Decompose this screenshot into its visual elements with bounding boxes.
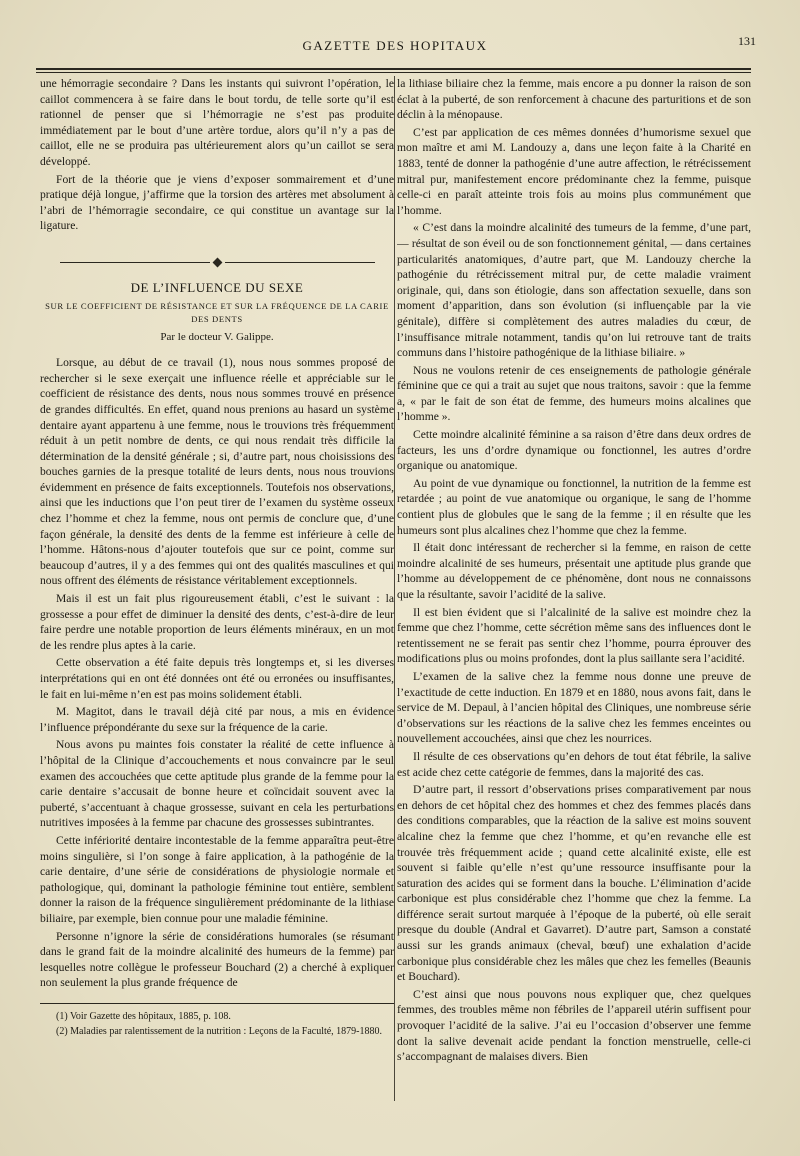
article-paragraph: Il résulte de ces observations qu’en dehors de tout état fébrile, la salive est acide chez cette catégorie de femmes, dans la majorité des cas.: [397, 749, 751, 779]
article-paragraph: la lithiase biliaire chez la femme, mais encore a pu donner la raison de son éclat à la puberté, de son renforcement à chacune des parturitions et de son déclin à la ménopause.: [397, 77, 751, 122]
section-ornament: [40, 254, 394, 264]
article-paragraph: Cette infériorité dentaire incontestable de la femme apparaîtra peut-être moins singulière, si l’on songe à faire application, à la pathogénie de la carie dentaire, d’une série de considérations de physiologie normale et pathologique, qui, dominant la pathologie féminine tout entière, semblent donner la raison de la fréquence singulièrement prédominante de la lithiase biliaire, par exemple, bien connue pour une maladie féminine.: [40, 833, 394, 925]
article-paragraph: Au point de vue dynamique ou fonctionnel, la nutrition de la femme est retardée ; au point de vue anatomique ou organique, le sang de l’homme contient plus de globules que le sang de la femme ; il en résulte que les humeurs sont plus alcalines chez l’homme que chez la femme.: [397, 476, 751, 537]
article-paragraph: Nous ne voulons retenir de ces enseignements de pathologie générale féminine que ce qui a trait au sujet que nous traitons, savoir : que la femme a, « par le fait de son état de femme, des humeurs moins alcalines que l’homme ».: [397, 363, 751, 424]
article-paragraph: « C’est dans la moindre alcalinité des tumeurs de la femme, d’une part, — résultat de son éveil ou de son fonctionnement génital, — dans certaines particularités anatomiques, d’autre part, que M. Landouzy cherche la pathogénie du rétrécissement mitral pur, de cette maladie vraiment originale, qui, dans son étiologie, dans son affectation sexuelle, dans son moment d’apparition, dans son évolution (si influençable par la vie génitale), diffère si complètement des autres maladies du cœur, de l’insuffisance mitrale notamment, tandis qu’on lui retrouve tant de traits communs dans l’histoire pathogénique de la lithiase biliaire. »: [397, 221, 751, 360]
article-paragraph: Il est bien évident que si l’alcalinité de la salive est moindre chez la femme que chez l’homme, cette sécrétion même sans des influences dont le retentissement ne se ferait pas sentir chez l’homme, pourra éprouver des modifications plus ou moins profondes, dont la plus saillante sera l’acidité.: [397, 605, 751, 666]
article-paragraph: Cette moindre alcalinité féminine a sa raison d’être dans deux ordres de facteurs, les uns d’ordre dynamique ou fonctionnel, les autres d’ordre organique ou anatomique.: [397, 428, 751, 473]
continuation-paragraph: Fort de la théorie que je viens d’exposer sommairement et d’une pratique déjà longue, j’affirme que la torsion des artères met absolument à l’abri de l’hémorragie secondaire, ce qui constitue un avantage sur la ligature.: [40, 172, 394, 233]
article-author: Par le docteur V. Galippe.: [160, 330, 274, 343]
article-paragraph: D’autre part, il ressort d’observations prises comparativement par nous en dehors de cet hôpital chez des hommes et chez des femmes placés dans des conditions comparables, que la réaction de la salive est moins souvent alcaline chez la femme que chez l’homme, et qu’en revanche elle est trouvée très fréquemment acide ; quand cette alcalinité existe, elle est souvent si faible qu’elle n’est qu’une ressource insuffisante pour la saturation des acides qui se forment dans la bouche. L’élimination d’acide carbonique est plus considérable chez l’homme que chez la femme. La différence serait surtout marquée à l’époque de la puberté, où elle serait presque du double (Andral et Gavarret). D’autre part, Samson a constaté aussi sur les grands animaux (cheval, bœuf) une exhalation d’acide carbonique plus considérable chez les mâles que chez les femelles (Beaunis et Bouchard).: [397, 783, 751, 984]
article-paragraph: Cette observation a été faite depuis très longtemps et, si les diverses interprétations qui en ont été données ont été ou erronées ou insuffisantes, le fait en lui-même n’en est pas moins solidement établi.: [40, 656, 394, 701]
right-column: [397, 76, 751, 1116]
left-column: [40, 76, 394, 1116]
page-number: 131: [738, 34, 756, 48]
article-paragraph: M. Magitot, dans le travail déjà cité par nous, a mis en évidence l’influence prépondérante du sexe sur la fréquence de la carie.: [40, 705, 394, 734]
article-paragraph: C’est par application de ces mêmes données d’humorisme sexuel que mon maître et ami M. Landouzy a, dans une leçon faite à la Charité en 1883, tenté de donner la pathogénie d’une autre affection, le rétrécissement mitral pur, manifestement encore prédominante chez la femme, puisque celle-ci en paraît atteinte trois fois au moins plus communément que l’homme.: [397, 125, 751, 217]
continuation-paragraph: une hémorragie secondaire ? Dans les instants qui suivront l’opération, le caillot commencera à se faire dans le bout tordu, de telle sorte qu’il est rationnel de penser que si l’hémorragie ne s’est pas produite immédiatement par le bout d’une artère tordue, alors qu’il n’y a pas de caillot, elle ne se produira pas ultérieurement alors qu’un caillot se sera développé.: [40, 77, 394, 168]
article-paragraph: L’examen de la salive chez la femme nous donne une preuve de l’exactitude de cette induction. En 1879 et en 1880, nous avons fait, dans le service de M. Depaul, à l’ancien hôpital des Cliniques, une nombreuse série d’observations sur les réactions de la salive chez les femmes enceintes ou nouvellement accouchées, ainsi que chez les nourrices.: [397, 669, 751, 746]
page-header: [30, 34, 760, 62]
article-title: DE L’INFLUENCE DU SEXE: [130, 279, 304, 295]
footnote-rule: [40, 1003, 394, 1004]
article-paragraph: Il était donc intéressant de rechercher si la femme, en raison de cette moindre alcalinité de ses humeurs, présentait une aptitude plus grande que l’homme au développement de ce phénomène, dont nous ne connaissons que la résultante, savoir l’acidité de la salive.: [397, 541, 751, 601]
header-rule: [36, 68, 751, 73]
article-paragraph: C’est ainsi que nous pouvons nous expliquer que, chez quelques femmes, des troubles même non fébriles de l’appareil utérin suffisent pour provoquer l’acidité de la salive. J’ai eu l’occasion d’observer une femme dont la salive devenait acide pendant la fonction menstruelle, celle-ci s’accompagnant de malaises divers. Bien: [397, 987, 751, 1064]
column-divider: [394, 76, 395, 1101]
article-subtitle: SUR LE COEFFICIENT DE RÉSISTANCE ET SUR LA FRÉQUENCE DE LA CARIE DES DENTS: [45, 300, 389, 324]
footnote: (1) Voir Gazette des hôpitaux, 1885, p. 108.: [56, 1010, 231, 1022]
article-paragraph: Personne n’ignore la série de considérations humorales (se résumant dans le grand fait de la moindre alcalinité des humeurs de la femme) par lesquelles notre collègue le professeur Bouchard (2) a cherché à expliquer non seulement la plus grande fréquence de: [40, 929, 394, 990]
footnote: (2) Maladies par ralentissement de la nutrition : Leçons de la Faculté, 1879-1880.: [56, 1025, 383, 1037]
article-paragraph: Lorsque, au début de ce travail (1), nous nous sommes proposé de rechercher si le sexe exerçait une influence réelle et appréciable sur le coefficient de résistance des dents, nous nous sommes trouvé en présence de grandes difficultés. En effet, quand nous prenions au hasard un système dentaire ayant appartenu à une femme, nous le trouvions très fréquemment réduit à un petit nombre de dents, ce qui nous rendait très difficile la détermination de la densité générale ; si, d’autre part, nous choisissions des bouches garnies de la presque totalité de leurs dents, nous nous trouvions évidemment en présence de faits exceptionnels. Toutefois nos observations, ainsi que les inductions que l’on peut tirer de l’examen du système osseux chez l’homme et chez la femme, nous ont permis de conclure que, d’une façon générale, la densité des dents de la femme est inférieure à celle de l’homme. Hâtons-nous d’ajouter toutefois que sur ce point, comme sur beaucoup d’autres, il y a des femmes qui ont des qualités masculines et qui nous offrent des éléments de résistance véritablement exceptionnels.: [40, 356, 394, 588]
running-title: GAZETTE DES HOPITAUX: [302, 38, 488, 53]
article-paragraph: Nous avons pu maintes fois constater la réalité de cette influence à l’hôpital de la Clinique d’accouchements et nous convaincre par le seul examen des accouchées que cette aptitude plus grande de la femme pour la carie dentaire s’accusait de bonne heure et coïncidait souvent avec la puberté, s’accentuant à chaque grossesse, suivant en cela les perturbations nutritives imposées à la femme par chacune des grossesses subintrantes.: [40, 738, 394, 830]
article-paragraph: Mais il est un fait plus rigoureusement établi, c’est le suivant : la grossesse a pour effet de diminuer la densité des dents, c’est-à-dire de leur faire perdre une notable proportion de leurs éléments minéraux, en un mot de les rendre plus aptes à la carie.: [40, 592, 394, 652]
